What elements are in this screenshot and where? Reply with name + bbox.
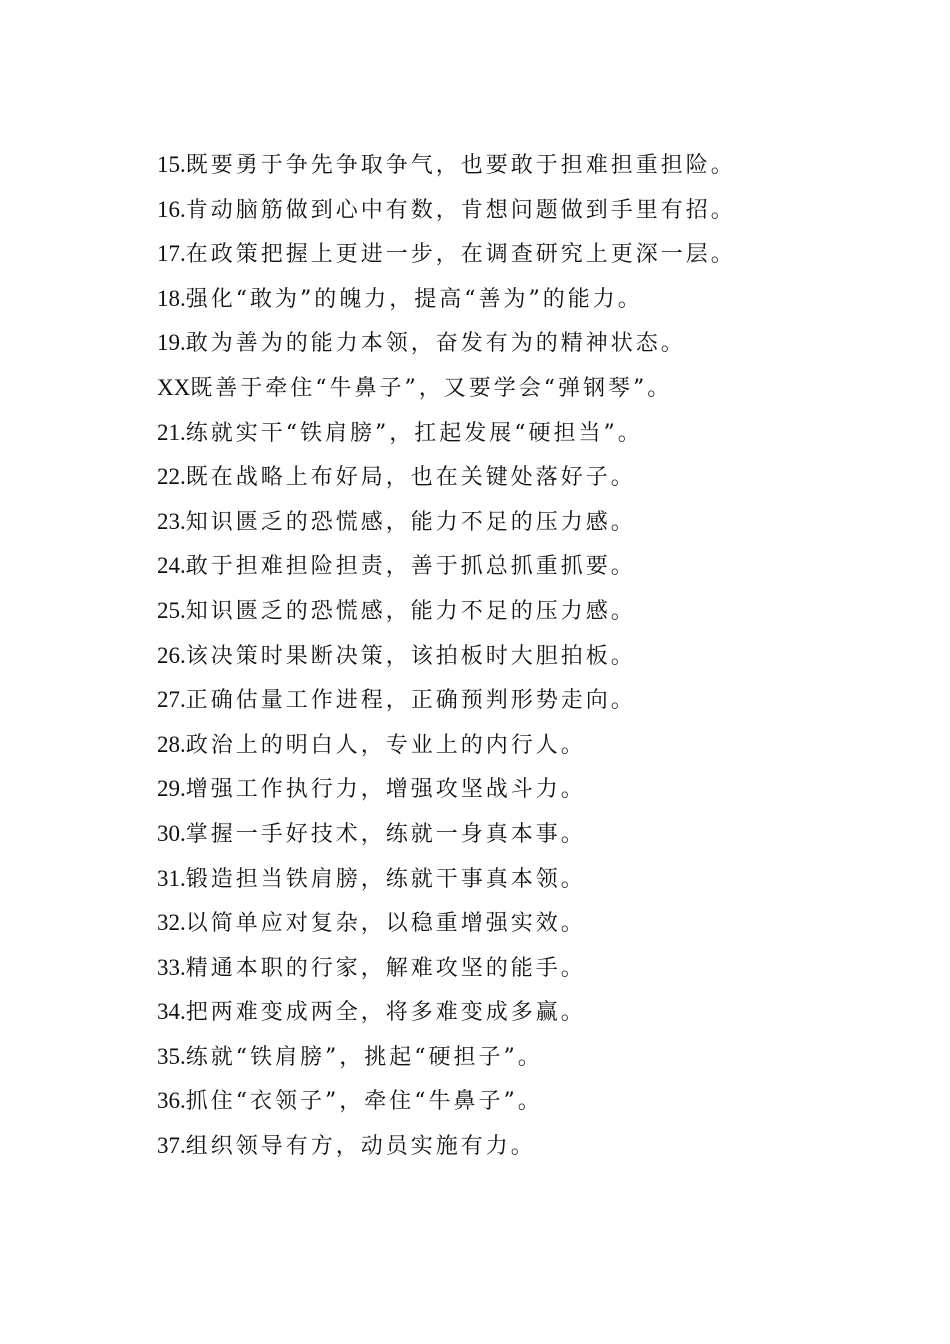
list-item xyxy=(157,232,917,277)
item-text: 组织领导有方，动员实施有力。 xyxy=(185,1134,536,1160)
list-item xyxy=(157,411,917,456)
list-item xyxy=(157,812,917,857)
item-text: 政治上的明白人，专业上的内行人。 xyxy=(185,732,586,758)
item-number: 19. xyxy=(157,330,186,356)
list-item xyxy=(157,767,917,812)
item-text: 把两难变成两全，将多难变成多赢。 xyxy=(185,1000,586,1026)
item-text: 敢为善为的能力本领，奋发有为的精神状态。 xyxy=(185,331,686,357)
list-item xyxy=(157,544,917,589)
item-number: 18. xyxy=(157,285,186,311)
item-number: 25. xyxy=(157,597,186,623)
item-text: 练就实干“铁肩膀”，扛起发展“硬担当”。 xyxy=(185,420,643,446)
item-number: 24. xyxy=(157,553,186,579)
list-item xyxy=(157,1079,917,1124)
item-number: 37. xyxy=(157,1133,186,1159)
list-item xyxy=(157,857,917,902)
item-number: 17. xyxy=(157,241,186,267)
item-number: 21. xyxy=(157,419,186,445)
list-item xyxy=(157,589,917,634)
item-text: 强化“敢为”的魄力，提高“善为”的能力。 xyxy=(185,286,643,312)
item-text: 增强工作执行力，增强攻坚战斗力。 xyxy=(185,777,586,803)
item-number: 34. xyxy=(157,999,186,1025)
list-item xyxy=(157,277,917,322)
item-number: 22. xyxy=(157,464,186,490)
item-number: 32. xyxy=(157,910,186,936)
item-text: 掌握一手好技术，练就一身真本事。 xyxy=(185,821,586,847)
item-number: 33. xyxy=(157,954,186,980)
item-number: 26. xyxy=(157,642,186,668)
item-text: 既在战略上布好局，也在关键处落好子。 xyxy=(185,465,636,491)
list-item xyxy=(157,1035,917,1080)
item-text: 敢于担难担险担责，善于抓总抓重抓要。 xyxy=(185,554,636,580)
item-text: 以简单应对复杂，以稳重增强实效。 xyxy=(185,911,586,937)
item-number: 30. xyxy=(157,820,186,846)
list-item xyxy=(157,634,917,679)
list-item xyxy=(157,723,917,768)
list-item xyxy=(157,946,917,991)
item-text: 锻造担当铁肩膀，练就干事真本领。 xyxy=(185,866,586,892)
list-item xyxy=(157,455,917,500)
item-number: 27. xyxy=(157,687,186,713)
list-item xyxy=(157,990,917,1035)
item-number: 29. xyxy=(157,776,186,802)
item-number: 15. xyxy=(157,152,186,177)
list-item xyxy=(157,188,917,233)
item-text: 既善于牵住“牛鼻子”，又要学会“弹钢琴”。 xyxy=(190,375,673,401)
list-item xyxy=(157,500,917,545)
item-text: 知识匮乏的恐慌感，能力不足的压力感。 xyxy=(185,509,636,535)
list-item xyxy=(157,143,917,188)
list-item xyxy=(157,1124,917,1169)
item-text: 在政策把握上更进一步，在调查研究上更深一层。 xyxy=(185,242,736,268)
item-text: 抓住“衣领子”，牵住“牛鼻子”。 xyxy=(185,1089,543,1115)
item-number: 28. xyxy=(157,731,186,757)
list-item xyxy=(157,366,917,411)
item-text: 肯动脑筋做到心中有数，肯想问题做到手里有招。 xyxy=(185,197,736,223)
item-number: 35. xyxy=(157,1043,186,1069)
list-item xyxy=(157,901,917,946)
list-item xyxy=(157,678,917,723)
item-text: 练就“铁肩膀”，挑起“硬担子”。 xyxy=(185,1044,543,1070)
item-text: 精通本职的行家，解难攻坚的能手。 xyxy=(185,955,586,981)
item-number: XX xyxy=(157,374,191,400)
item-text: 既要勇于争先争取争气，也要敢于担难担重担险。 xyxy=(185,153,736,178)
item-number: 31. xyxy=(157,865,186,891)
item-text: 知识匮乏的恐慌感，能力不足的压力感。 xyxy=(185,598,636,624)
item-text: 正确估量工作进程，正确预判形势走向。 xyxy=(185,688,636,714)
sentence-list xyxy=(157,143,917,1169)
list-item xyxy=(157,321,917,366)
item-number: 23. xyxy=(157,508,186,534)
item-number: 16. xyxy=(157,196,186,222)
item-text: 该决策时果断决策，该拍板时大胆拍板。 xyxy=(185,643,636,669)
item-number: 36. xyxy=(157,1088,186,1114)
